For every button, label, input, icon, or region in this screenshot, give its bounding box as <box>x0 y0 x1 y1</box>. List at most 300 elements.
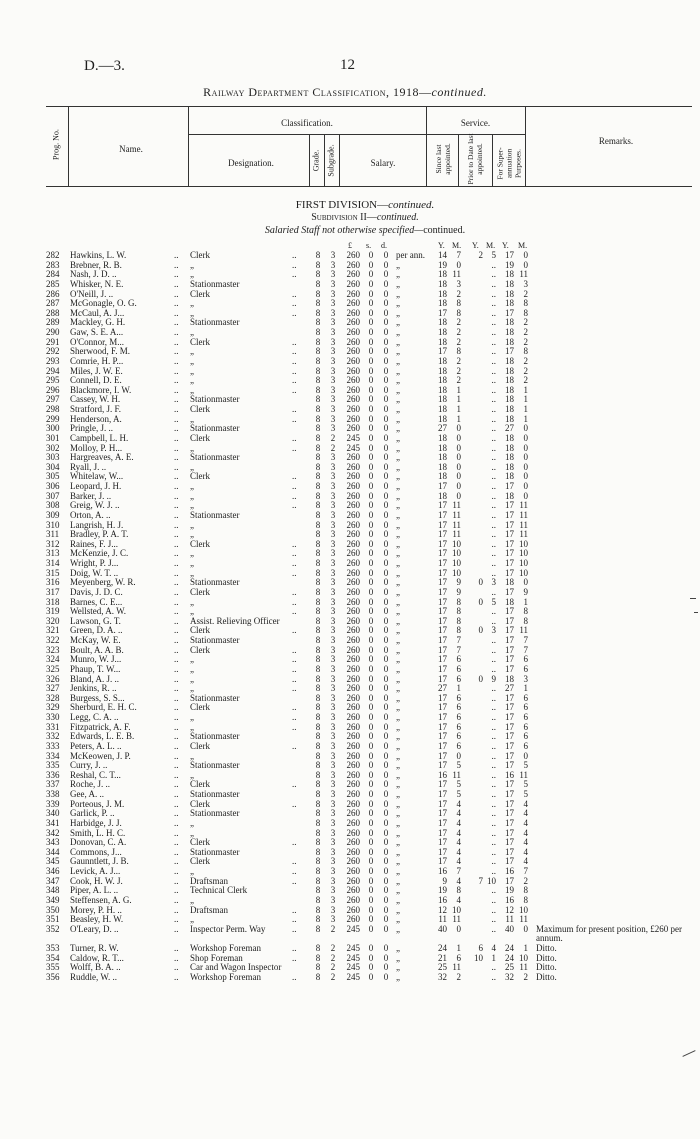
cell-sm: 8 <box>456 298 461 309</box>
cell-sg: 3 <box>330 885 336 896</box>
name-header: Name. <box>119 144 143 154</box>
cell-des: Clerk <box>190 336 210 347</box>
cell-sm: 6 <box>456 663 461 674</box>
table-row <box>46 588 700 598</box>
cell-gr: 8 <box>315 365 321 376</box>
cell-per: „ <box>396 943 400 953</box>
cell-sm: 6 <box>456 952 461 963</box>
cell-sm: 1 <box>456 943 461 953</box>
leader-dots: .. <box>174 654 179 665</box>
cell-lb: 260 <box>346 327 360 337</box>
designation-header: Designation. <box>228 158 274 168</box>
cell-des: Clerk <box>190 702 210 713</box>
cell-d2: .. <box>292 375 297 386</box>
leader-dots: .. <box>174 336 179 347</box>
table-row <box>46 646 700 656</box>
cell-gr: 8 <box>315 712 321 722</box>
cell-sy: 18 <box>438 365 447 376</box>
cell-no: 344 <box>46 846 60 857</box>
cell-d2: .. <box>292 500 297 511</box>
cell-lb: 260 <box>346 250 360 260</box>
cell-per: „ <box>396 817 400 828</box>
cell-fy: 17 <box>505 702 514 713</box>
cell-lb: 260 <box>346 423 360 434</box>
cell-gr: 8 <box>315 750 321 761</box>
cell-name: Campbell, L. H. <box>70 432 129 443</box>
cell-pm: .. <box>491 769 496 780</box>
cell-fy: 18 <box>505 278 514 289</box>
cell-fm: 8 <box>523 615 528 626</box>
cell-name: Pringle, J. .. <box>70 423 114 434</box>
cell-pm: .. <box>491 923 496 934</box>
cell-per: „ <box>396 962 400 973</box>
cell-fy: 18 <box>505 404 514 414</box>
cell-des: Clerk <box>190 586 210 597</box>
cell-name: Miles, J. W. E. <box>70 365 123 376</box>
cell-lb: 260 <box>346 789 360 799</box>
cell-no: 346 <box>46 866 60 876</box>
cell-d2: .. <box>292 683 297 694</box>
cell-name: Commons, J... <box>70 846 122 857</box>
cell-fy: 17 <box>505 654 514 665</box>
cell-no: 297 <box>46 394 60 405</box>
cell-des: Clerk <box>190 779 210 790</box>
cell-sh: 0 <box>368 712 374 722</box>
cell-sh: 0 <box>368 740 374 751</box>
cell-name: Comrie, H. P... <box>70 355 124 366</box>
cell-no: 295 <box>46 375 60 386</box>
cell-pd: 0 <box>383 952 389 963</box>
cell-gr: 8 <box>315 558 321 568</box>
cell-name: O'Connor, M... <box>70 336 125 347</box>
cell-lb: 260 <box>346 866 360 876</box>
cell-sm: 6 <box>456 692 461 703</box>
cell-gr: 8 <box>315 596 321 607</box>
table-row <box>46 925 700 944</box>
cell-pm: .. <box>491 413 496 424</box>
division-title <box>0 199 700 211</box>
table-header <box>46 106 692 186</box>
cell-pd: 0 <box>383 269 389 280</box>
cell-pd: 0 <box>383 740 389 751</box>
cell-lb: 260 <box>346 509 360 520</box>
table-row <box>46 472 700 482</box>
leader-dots: .. <box>174 673 179 684</box>
cell-sg: 3 <box>330 336 336 347</box>
leader-dots: .. <box>174 731 179 742</box>
cell-no: 329 <box>46 702 60 713</box>
cell-per: „ <box>396 894 400 905</box>
cell-fy: 17 <box>505 740 514 751</box>
cell-per: „ <box>396 307 400 318</box>
cell-gr: 8 <box>315 384 321 395</box>
cell-sg: 3 <box>330 538 336 549</box>
super-year-unit: Y. <box>502 241 509 250</box>
cell-sg: 3 <box>330 577 336 588</box>
cell-fm: 0 <box>523 490 528 501</box>
cell-pm: .. <box>491 288 496 299</box>
cell-gr: 8 <box>315 943 321 953</box>
leader-dots: .. <box>174 644 179 655</box>
cell-no: 316 <box>46 577 60 588</box>
cell-fy: 18 <box>505 317 514 328</box>
cell-sy: 17 <box>438 702 447 713</box>
cell-pm: .. <box>491 692 496 703</box>
cell-pm: .. <box>491 298 496 309</box>
cell-fm: 4 <box>523 817 528 828</box>
cell-gr: 8 <box>315 779 321 790</box>
cell-fm: 0 <box>523 481 528 491</box>
cell-name: Harbidge, J. J. <box>70 817 122 828</box>
table-row <box>46 838 700 848</box>
cell-sm: 0 <box>456 259 461 270</box>
leader-dots: .. <box>174 923 179 934</box>
cell-sg: 3 <box>330 683 336 694</box>
leader-dots: .. <box>174 692 179 703</box>
table-row <box>46 559 700 569</box>
cell-sg: 3 <box>330 721 336 732</box>
cell-no: 321 <box>46 625 60 636</box>
cell-no: 315 <box>46 567 60 578</box>
cell-des: „ <box>190 866 194 876</box>
cell-sh: 0 <box>368 317 374 328</box>
cell-name: Jenkins, R. .. <box>70 683 117 694</box>
cell-sy: 17 <box>438 721 447 732</box>
cell-name: Mackley, G. H. <box>70 317 126 328</box>
cell-sy: 18 <box>438 432 447 443</box>
cell-sy: 27 <box>438 423 447 434</box>
cell-fm: 9 <box>523 586 528 597</box>
cell-lb: 260 <box>346 461 360 472</box>
table-row <box>46 395 700 405</box>
cell-pd: 0 <box>383 365 389 376</box>
cell-no: 312 <box>46 538 60 549</box>
cell-lb: 260 <box>346 336 360 347</box>
cell-per: „ <box>396 923 400 934</box>
cell-gr: 8 <box>315 346 321 357</box>
cell-fy: 17 <box>505 846 514 857</box>
cell-fm: 0 <box>523 423 528 434</box>
cell-sm: 2 <box>456 336 461 347</box>
cell-name: Meyenberg, W. R. <box>70 577 136 588</box>
cell-no: 287 <box>46 298 60 309</box>
cell-gr: 8 <box>315 298 321 309</box>
cell-sm: 4 <box>456 837 461 848</box>
cell-name: McGonagle, O. G. <box>70 298 137 309</box>
cell-name: Davis, J. D. C. <box>70 586 123 597</box>
cell-per: „ <box>396 471 400 482</box>
cell-name: Molloy, P. H... <box>70 442 123 453</box>
cell-sm: 11 <box>452 962 461 973</box>
cell-pd: 0 <box>383 615 389 626</box>
cell-sg: 3 <box>330 606 336 617</box>
pence-unit: d. <box>381 241 387 250</box>
cell-sy: 18 <box>438 471 447 482</box>
cell-name: Peters, A. L. .. <box>70 740 122 751</box>
cell-per: „ <box>396 904 400 915</box>
cell-sy: 18 <box>438 288 447 299</box>
cell-des: Stationmaster <box>190 452 240 463</box>
cell-fy: 17 <box>505 635 514 645</box>
cell-gr: 8 <box>315 923 321 934</box>
cell-gr: 8 <box>315 317 321 328</box>
cell-des: „ <box>190 596 194 607</box>
cell-sm: 1 <box>456 413 461 424</box>
cell-d2: .. <box>292 952 297 963</box>
cell-name: Wolff, B. A. .. <box>70 962 121 973</box>
cell-des: „ <box>190 654 194 665</box>
cell-fm: 7 <box>523 644 528 655</box>
cell-gr: 8 <box>315 548 321 559</box>
cell-pd: 0 <box>383 808 389 819</box>
cell-fm: 8 <box>523 885 528 896</box>
cell-pm: .. <box>491 904 496 915</box>
cell-pm: .. <box>491 278 496 289</box>
cell-sg: 2 <box>330 923 336 934</box>
cell-sm: 10 <box>452 548 461 559</box>
leader-dots: .. <box>174 529 179 540</box>
cell-per: per ann. <box>396 250 425 260</box>
cell-no: 322 <box>46 635 60 645</box>
cell-sy: 18 <box>438 375 447 386</box>
cell-gr: 8 <box>315 721 321 732</box>
cell-sm: 6 <box>456 731 461 742</box>
cell-no: 289 <box>46 317 60 328</box>
cell-per: „ <box>396 529 400 540</box>
cell-gr: 8 <box>315 452 321 463</box>
cell-sm: 2 <box>456 288 461 299</box>
staff-continued: continued. <box>423 225 466 236</box>
table-row <box>46 617 700 627</box>
cell-pd: 0 <box>383 894 389 905</box>
cell-sg: 3 <box>330 452 336 463</box>
cell-gr: 8 <box>315 606 321 617</box>
cell-fm: 6 <box>523 663 528 674</box>
cell-name: McKay, W. E. <box>70 635 121 645</box>
cell-des: „ <box>190 307 194 318</box>
cell-sy: 18 <box>438 394 447 405</box>
cell-des: Clerk <box>190 837 210 848</box>
cell-pm: .. <box>491 452 496 463</box>
cell-lb: 260 <box>346 519 360 530</box>
cell-fm: 10 <box>519 567 528 578</box>
cell-pd: 0 <box>383 923 389 934</box>
cell-sm: 5 <box>456 779 461 790</box>
cell-lb: 260 <box>346 692 360 703</box>
cell-fy: 17 <box>505 538 514 549</box>
cell-py: 0 <box>478 673 483 684</box>
cell-sg: 3 <box>330 365 336 376</box>
cell-d2: .. <box>292 471 297 482</box>
cell-gr: 8 <box>315 461 321 472</box>
cell-sh: 0 <box>368 808 374 819</box>
table-row <box>46 405 700 415</box>
cell-des: „ <box>190 894 194 905</box>
cell-sy: 25 <box>438 962 447 973</box>
cell-no: 313 <box>46 548 60 559</box>
cell-gr: 8 <box>315 885 321 896</box>
cell-pd: 0 <box>383 943 389 953</box>
cell-fm: 6 <box>523 731 528 742</box>
cell-sm: 11 <box>452 509 461 520</box>
cell-fm: 10 <box>519 558 528 568</box>
leader-dots: .. <box>174 558 179 568</box>
cell-pd: 0 <box>383 644 389 655</box>
since-last-header: Since last appointed. <box>434 143 452 175</box>
cell-sy: 40 <box>438 923 447 934</box>
cell-fm: 11 <box>519 962 528 973</box>
cell-gr: 8 <box>315 394 321 405</box>
cell-name: Hawkins, L. W. <box>70 250 127 260</box>
cell-sh: 0 <box>368 548 374 559</box>
cell-rm: Ditto. <box>536 943 557 953</box>
cell-sm: 4 <box>456 894 461 905</box>
leader-dots: .. <box>174 413 179 424</box>
cell-fy: 17 <box>505 307 514 318</box>
cell-sy: 18 <box>438 452 447 463</box>
cell-sg: 3 <box>330 837 336 848</box>
cell-gr: 8 <box>315 760 321 771</box>
cell-per: „ <box>396 846 400 857</box>
cell-no: 332 <box>46 731 60 742</box>
page-number: 12 <box>340 57 355 73</box>
cell-sy: 17 <box>438 740 447 751</box>
cell-fy: 32 <box>505 971 514 982</box>
cell-per: „ <box>396 461 400 472</box>
cell-pm: 3 <box>491 577 496 588</box>
cell-name: Ryall, J. .. <box>70 461 107 472</box>
cell-name: Steffensen, A. G. <box>70 894 132 905</box>
cell-sh: 0 <box>368 452 374 463</box>
cell-lb: 260 <box>346 548 360 559</box>
cell-sm: 7 <box>456 644 461 655</box>
leader-dots: .. <box>174 317 179 328</box>
cell-per: „ <box>396 779 400 790</box>
cell-name: Roche, J. .. <box>70 779 110 790</box>
cell-sy: 27 <box>438 683 447 694</box>
since-month-unit: M. <box>452 241 462 250</box>
cell-fy: 16 <box>505 894 514 905</box>
cell-name: McCaul, A. J... <box>70 307 125 318</box>
cell-pm: .. <box>491 606 496 617</box>
cell-no: 291 <box>46 336 60 347</box>
cell-sm: 0 <box>456 442 461 453</box>
cell-sy: 17 <box>438 712 447 722</box>
cell-lb: 260 <box>346 904 360 915</box>
cell-per: „ <box>396 625 400 636</box>
leader-dots: .. <box>174 365 179 376</box>
cell-des: „ <box>190 721 194 732</box>
cell-fy: 17 <box>505 500 514 511</box>
table-row <box>46 261 700 271</box>
cell-pd: 0 <box>383 548 389 559</box>
leader-dots: .. <box>174 250 179 260</box>
table-row <box>46 270 700 280</box>
cell-sg: 3 <box>330 259 336 270</box>
cell-no: 303 <box>46 452 60 463</box>
cell-fy: 18 <box>505 461 514 472</box>
cell-sg: 3 <box>330 558 336 568</box>
since-year-unit: Y. <box>438 241 445 250</box>
cell-pd: 0 <box>383 567 389 578</box>
cell-fm: 8 <box>523 307 528 318</box>
leader-dots: .. <box>174 885 179 896</box>
leader-dots: .. <box>174 548 179 559</box>
cell-gr: 8 <box>315 731 321 742</box>
cell-per: „ <box>396 365 400 376</box>
cell-des: Clerk <box>190 625 210 636</box>
cell-fy: 18 <box>505 394 514 405</box>
cell-no: 305 <box>46 471 60 482</box>
leader-dots: .. <box>174 635 179 645</box>
cell-name: Bland, A. J. .. <box>70 673 120 684</box>
cell-gr: 8 <box>315 432 321 443</box>
cell-per: „ <box>396 355 400 366</box>
cell-pm: .. <box>491 529 496 540</box>
cell-pd: 0 <box>383 471 389 482</box>
cell-sm: 6 <box>456 712 461 722</box>
cell-no: 355 <box>46 962 60 973</box>
cell-pm: .. <box>491 750 496 761</box>
cell-sg: 3 <box>330 750 336 761</box>
cell-pm: .. <box>491 538 496 549</box>
cell-pd: 0 <box>383 509 389 520</box>
cell-sm: 4 <box>456 827 461 838</box>
cell-sy: 17 <box>438 567 447 578</box>
cell-no: 311 <box>46 529 60 540</box>
cell-sy: 17 <box>438 529 447 540</box>
leader-dots: .. <box>174 442 179 453</box>
cell-no: 306 <box>46 481 60 491</box>
leader-dots: .. <box>174 269 179 280</box>
cell-d2: .. <box>292 355 297 366</box>
cell-name: Wright, P. J... <box>70 558 119 568</box>
cell-pm: .. <box>491 586 496 597</box>
cell-lb: 260 <box>346 615 360 626</box>
cell-sg: 3 <box>330 866 336 876</box>
table-row <box>46 578 700 588</box>
cell-pm: .. <box>491 914 496 925</box>
cell-pd: 0 <box>383 663 389 674</box>
cell-sh: 0 <box>368 644 374 655</box>
cell-fm: 11 <box>519 509 528 520</box>
cell-sg: 3 <box>330 596 336 607</box>
cell-no: 300 <box>46 423 60 434</box>
cell-d2: .. <box>292 490 297 501</box>
cell-des: „ <box>190 442 194 453</box>
cell-py: 0 <box>478 625 483 636</box>
table-row <box>46 376 700 386</box>
cell-per: „ <box>396 837 400 848</box>
cell-lb: 260 <box>346 307 360 318</box>
cell-pm: .. <box>491 336 496 347</box>
table-row <box>46 598 700 608</box>
cell-sy: 18 <box>438 355 447 366</box>
cell-pd: 0 <box>383 519 389 530</box>
cell-no: 285 <box>46 278 60 289</box>
cell-lb: 260 <box>346 259 360 270</box>
cell-sg: 3 <box>330 519 336 530</box>
cell-sg: 3 <box>330 846 336 857</box>
cell-sg: 3 <box>330 692 336 703</box>
page-title <box>0 85 690 100</box>
cell-lb: 260 <box>346 625 360 636</box>
cell-sh: 0 <box>368 307 374 318</box>
cell-fy: 17 <box>505 586 514 597</box>
cell-sy: 17 <box>438 538 447 549</box>
table-row <box>46 607 700 617</box>
cell-des: Clerk <box>190 644 210 655</box>
